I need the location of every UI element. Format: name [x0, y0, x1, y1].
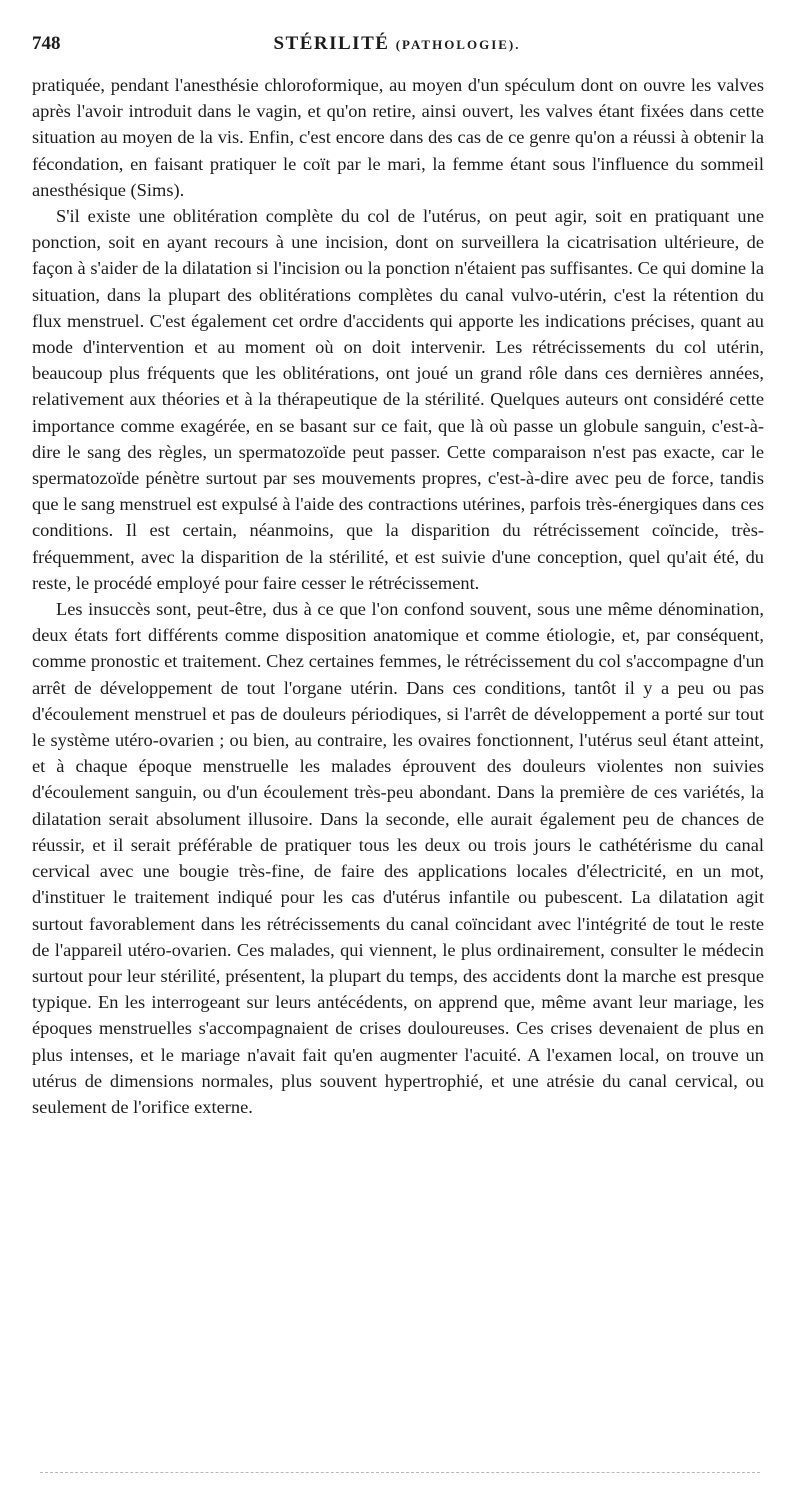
footer-rule: [40, 1472, 760, 1473]
running-title-section: (PATHOLOGIE).: [395, 37, 521, 52]
body-text: [32, 72, 764, 1120]
paragraph: S'il existe une oblitération complète du col de l'utérus, on peut agir, soit en pratiquant une ponction, soit en ayant recours à une incision, dont on surveillera la cicatrisation ultérieure, de façon à s'aider de la dilatation si l'incision ou la ponction n'étaient pas suffisantes. Ce qui domine la situation, dans la plupart des oblitérations complètes du canal vulvo-utérin, c'est la rétention du flux menstruel. C'est également cet ordre d'accidents qui apporte les indications précises, quant au mode d'intervention et au moment où on doit intervenir. Les rétrécissements du col utérin, beaucoup plus fréquents que les oblitérations, ont joué un grand rôle dans ces dernières années, relativement aux théories et à la thérapeutique de la stérilité. Quelques auteurs ont considéré cette importance comme exagérée, en se basant sur ce fait, que là où passe un globule sanguin, c'est-à-dire le sang des règles, un spermatozoïde peut passer. Cette comparaison n'est pas exacte, car le spermatozoïde pénètre surtout par ses mouvements propres, c'est-à-dire avec peu de force, tandis que le sang menstruel est expulsé à l'aide des contractions utérines, parfois très-énergiques dans ces conditions. Il est certain, néanmoins, que la disparition du rétrécissement coïncide, très-fréquemment, avec la disparition de la stérilité, et est suivie d'une conception, quel qu'ait été, du reste, le procédé employé pour faire cesser le rétrécissement.: [32, 206, 764, 593]
page-number: 748: [32, 33, 61, 54]
paragraph: Les insuccès sont, peut-être, dus à ce que l'on confond souvent, sous une même dénomination, deux états fort différents comme disposition anatomique et comme étiologie, et, par conséquent, comme pronostic et traitement. Chez certaines femmes, le rétrécissement du col s'accompagne d'un arrêt de développement de tout l'organe utérin. Dans ces conditions, tantôt il y a peu ou pas d'écoulement menstruel et pas de douleurs périodiques, si l'arrêt de développement a porté sur tout le système utéro-ovarien ; ou bien, au contraire, les ovaires fonctionnent, l'utérus seul étant atteint, et à chaque époque menstruelle les malades éprouvent des douleurs violentes non suivies d'écoulement sanguin, ou d'un écoulement très-peu abondant. Dans la première de ces variétés, la dilatation serait absolument illusoire. Dans la seconde, elle aurait également peu de chances de réussir, et il serait préférable de pratiquer tous les deux ou trois jours le cathétérisme du canal cervical avec une bougie très-fine, de faire des applications locales d'électricité, en un mot, d'instituer le traitement indiqué pour les cas d'utérus infantile ou pubescent. La dilatation agit surtout favorablement dans les rétrécissements du canal coïncidant avec l'intégrité de tout le reste de l'appareil utéro-ovarien. Ces malades, qui viennent, le plus ordinairement, consulter le médecin surtout pour leur stérilité, présentent, la plupart du temps, des accidents dont la marche est presque typique. En les interrogeant sur leurs antécédents, on apprend que, même avant leur mariage, les époques menstruelles s'accompagnaient de crises douloureuses. Ces crises devenaient de plus en plus intenses, et le mariage n'avait fait qu'en augmenter l'acuité. A l'examen local, on trouve un utérus de dimensions normales, plus souvent hypertrophié, et une atrésie du canal cervical, ou seulement de l'orifice externe.: [32, 599, 764, 1117]
running-title-main: STÉRILITÉ: [273, 33, 390, 54]
running-title: [32, 33, 762, 55]
page-header: [32, 33, 762, 63]
paragraph-continued: pratiquée, pendant l'anesthésie chloroformique, au moyen d'un spéculum dont on ouvre les valves après l'avoir introduit dans le vagin, et qu'on retire, ainsi ouvert, les valves étant fixées dans cette situation au moyen de la vis. Enfin, c'est encore dans des cas de ce genre qu'on a réussi à obtenir la fécondation, en faisant pratiquer le coït par le mari, la femme étant sous l'influence du sommeil anesthésique (Sims).: [32, 75, 764, 200]
